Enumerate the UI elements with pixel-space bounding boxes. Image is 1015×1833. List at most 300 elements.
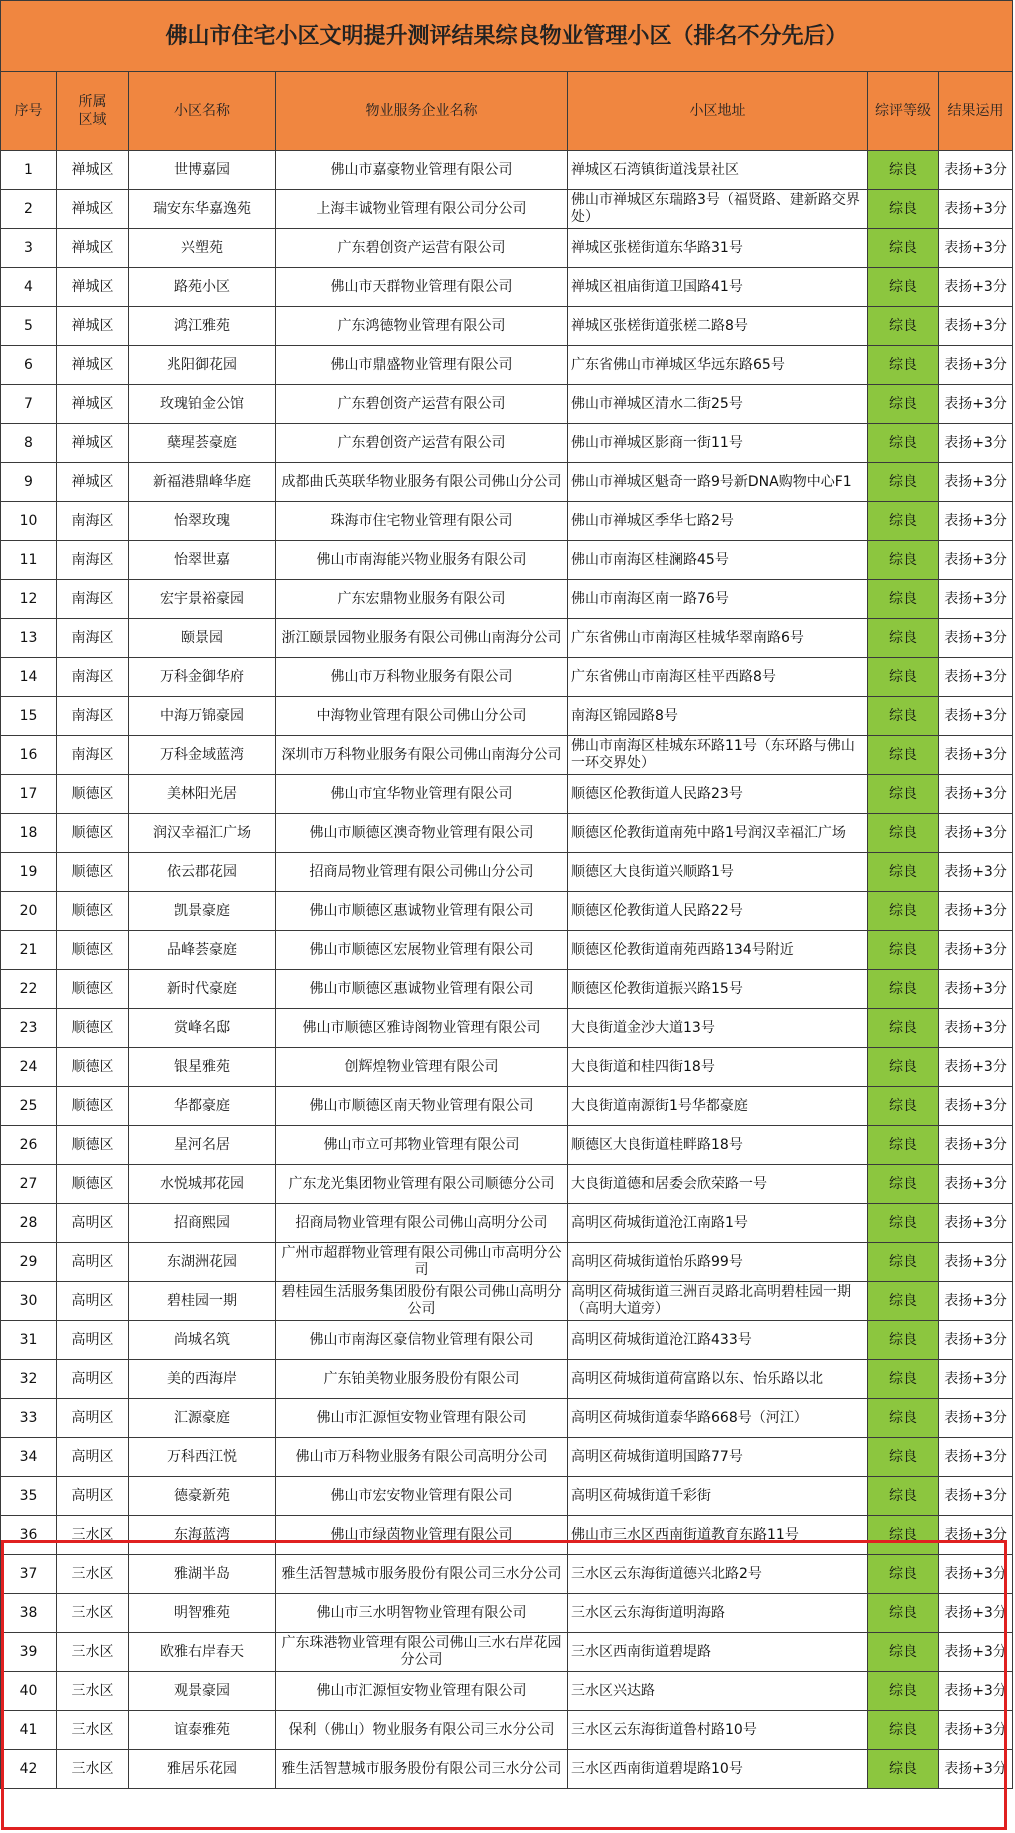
cell-index: 41 — [1, 1711, 57, 1750]
cell-result: 表扬+3分 — [939, 814, 1013, 853]
table-row — [1, 1555, 1013, 1594]
cell-grade: 综良 — [868, 892, 939, 931]
cell-result: 表扬+3分 — [939, 1048, 1013, 1087]
table-row — [1, 814, 1013, 853]
cell-address: 南海区锦园路8号 — [568, 697, 868, 736]
cell-grade: 综良 — [868, 697, 939, 736]
cell-company: 佛山市天群物业管理有限公司 — [276, 268, 568, 307]
table-row — [1, 1633, 1013, 1672]
cell-grade: 综良 — [868, 1438, 939, 1477]
cell-district: 高明区 — [57, 1438, 129, 1477]
cell-index: 16 — [1, 736, 57, 775]
cell-community: 汇源豪庭 — [129, 1399, 276, 1438]
cell-index: 25 — [1, 1087, 57, 1126]
cell-grade: 综良 — [868, 424, 939, 463]
cell-company: 佛山市汇源恒安物业管理有限公司 — [276, 1672, 568, 1711]
cell-community: 蘖瑆荟豪庭 — [129, 424, 276, 463]
table-row — [1, 463, 1013, 502]
table-row — [1, 697, 1013, 736]
cell-index: 5 — [1, 307, 57, 346]
cell-result: 表扬+3分 — [939, 1204, 1013, 1243]
cell-community: 依云郡花园 — [129, 853, 276, 892]
cell-address: 佛山市南海区南一路76号 — [568, 580, 868, 619]
cell-company: 广东铂美物业服务股份有限公司 — [276, 1360, 568, 1399]
cell-index: 30 — [1, 1282, 57, 1321]
cell-grade: 综良 — [868, 1204, 939, 1243]
cell-company: 广东龙光集团物业管理有限公司顺德分公司 — [276, 1165, 568, 1204]
cell-community: 新福港鼎峰华庭 — [129, 463, 276, 502]
cell-result: 表扬+3分 — [939, 1594, 1013, 1633]
cell-index: 34 — [1, 1438, 57, 1477]
cell-result: 表扬+3分 — [939, 463, 1013, 502]
cell-district: 禅城区 — [57, 346, 129, 385]
cell-district: 三水区 — [57, 1594, 129, 1633]
cell-index: 11 — [1, 541, 57, 580]
title-row — [1, 1, 1013, 72]
cell-grade: 综良 — [868, 970, 939, 1009]
cell-community: 明智雅苑 — [129, 1594, 276, 1633]
table-row — [1, 229, 1013, 268]
cell-district: 禅城区 — [57, 307, 129, 346]
cell-community: 宏宇景裕豪园 — [129, 580, 276, 619]
table-row — [1, 931, 1013, 970]
cell-district: 顺德区 — [57, 1009, 129, 1048]
cell-grade: 综良 — [868, 814, 939, 853]
cell-result: 表扬+3分 — [939, 736, 1013, 775]
cell-result: 表扬+3分 — [939, 502, 1013, 541]
cell-grade: 综良 — [868, 580, 939, 619]
cell-address: 顺德区伦教街道人民路23号 — [568, 775, 868, 814]
header-cell-district: 所属 区域 — [57, 72, 129, 151]
cell-district: 高明区 — [57, 1282, 129, 1321]
cell-district: 顺德区 — [57, 775, 129, 814]
cell-index: 29 — [1, 1243, 57, 1282]
cell-index: 33 — [1, 1399, 57, 1438]
cell-grade: 综良 — [868, 1555, 939, 1594]
cell-district: 顺德区 — [57, 892, 129, 931]
cell-district: 禅城区 — [57, 268, 129, 307]
cell-address: 顺德区大良街道兴顺路1号 — [568, 853, 868, 892]
cell-district: 禅城区 — [57, 463, 129, 502]
cell-address: 大良街道和桂四街18号 — [568, 1048, 868, 1087]
cell-community: 尚城名筑 — [129, 1321, 276, 1360]
cell-company: 佛山市顺德区澳奇物业管理有限公司 — [276, 814, 568, 853]
cell-address: 三水区云东海街道明海路 — [568, 1594, 868, 1633]
cell-result: 表扬+3分 — [939, 190, 1013, 229]
cell-district: 南海区 — [57, 697, 129, 736]
cell-community: 水悦城邦花园 — [129, 1165, 276, 1204]
cell-company: 佛山市宏安物业管理有限公司 — [276, 1477, 568, 1516]
cell-community: 路苑小区 — [129, 268, 276, 307]
cell-index: 38 — [1, 1594, 57, 1633]
cell-company: 佛山市南海能兴物业服务有限公司 — [276, 541, 568, 580]
cell-grade: 综良 — [868, 1243, 939, 1282]
cell-district: 顺德区 — [57, 931, 129, 970]
header-cell-community: 小区名称 — [129, 72, 276, 151]
cell-grade: 综良 — [868, 775, 939, 814]
cell-district: 高明区 — [57, 1360, 129, 1399]
cell-index: 28 — [1, 1204, 57, 1243]
cell-grade: 综良 — [868, 346, 939, 385]
cell-index: 7 — [1, 385, 57, 424]
cell-company: 佛山市南海区豪信物业管理有限公司 — [276, 1321, 568, 1360]
cell-grade: 综良 — [868, 385, 939, 424]
cell-result: 表扬+3分 — [939, 1243, 1013, 1282]
cell-community: 世博嘉园 — [129, 151, 276, 190]
cell-company: 珠海市住宅物业管理有限公司 — [276, 502, 568, 541]
cell-company: 佛山市鼎盛物业管理有限公司 — [276, 346, 568, 385]
cell-result: 表扬+3分 — [939, 1165, 1013, 1204]
cell-grade: 综良 — [868, 619, 939, 658]
cell-community: 雅居乐花园 — [129, 1750, 276, 1789]
cell-result: 表扬+3分 — [939, 1399, 1013, 1438]
cell-district: 南海区 — [57, 580, 129, 619]
cell-district: 南海区 — [57, 658, 129, 697]
cell-district: 禅城区 — [57, 424, 129, 463]
table-row — [1, 1009, 1013, 1048]
cell-address: 佛山市禅城区东瑞路3号（福贤路、建新路交界处） — [568, 190, 868, 229]
cell-index: 4 — [1, 268, 57, 307]
table-row — [1, 1087, 1013, 1126]
cell-community: 万科金域蓝湾 — [129, 736, 276, 775]
table-row — [1, 1048, 1013, 1087]
cell-district: 南海区 — [57, 736, 129, 775]
cell-district: 三水区 — [57, 1750, 129, 1789]
cell-address: 大良街道德和居委会欣荣路一号 — [568, 1165, 868, 1204]
cell-grade: 综良 — [868, 190, 939, 229]
cell-address: 禅城区张槎街道东华路31号 — [568, 229, 868, 268]
cell-grade: 综良 — [868, 1516, 939, 1555]
cell-result: 表扬+3分 — [939, 619, 1013, 658]
cell-address: 三水区西南街道碧堤路 — [568, 1633, 868, 1672]
table-row — [1, 1438, 1013, 1477]
table-title: 佛山市住宅小区文明提升测评结果综良物业管理小区（排名不分先后） — [1, 1, 1013, 72]
cell-community: 赏峰名邸 — [129, 1009, 276, 1048]
table-row — [1, 1594, 1013, 1633]
cell-result: 表扬+3分 — [939, 1711, 1013, 1750]
cell-address: 高明区荷城街道泰华路668号（河江） — [568, 1399, 868, 1438]
cell-grade: 综良 — [868, 736, 939, 775]
cell-address: 佛山市禅城区魁奇一路9号新DNA购物中心F1 — [568, 463, 868, 502]
cell-grade: 综良 — [868, 463, 939, 502]
cell-district: 顺德区 — [57, 1165, 129, 1204]
cell-index: 31 — [1, 1321, 57, 1360]
cell-community: 万科金御华府 — [129, 658, 276, 697]
cell-company: 保利（佛山）物业服务有限公司三水分公司 — [276, 1711, 568, 1750]
cell-district: 三水区 — [57, 1672, 129, 1711]
cell-address: 高明区荷城街道怡乐路99号 — [568, 1243, 868, 1282]
table-row — [1, 1711, 1013, 1750]
cell-index: 2 — [1, 190, 57, 229]
cell-grade: 综良 — [868, 1126, 939, 1165]
cell-grade: 综良 — [868, 1360, 939, 1399]
table-row — [1, 424, 1013, 463]
cell-result: 表扬+3分 — [939, 346, 1013, 385]
cell-result: 表扬+3分 — [939, 385, 1013, 424]
cell-result: 表扬+3分 — [939, 853, 1013, 892]
cell-company: 广东碧创资产运营有限公司 — [276, 229, 568, 268]
cell-address: 三水区云东海街道德兴北路2号 — [568, 1555, 868, 1594]
cell-result: 表扬+3分 — [939, 268, 1013, 307]
cell-address: 大良街道南源街1号华都豪庭 — [568, 1087, 868, 1126]
cell-company: 佛山市顺德区惠诚物业管理有限公司 — [276, 970, 568, 1009]
table-row — [1, 190, 1013, 229]
table-row — [1, 1672, 1013, 1711]
cell-community: 谊泰雅苑 — [129, 1711, 276, 1750]
cell-district: 顺德区 — [57, 1087, 129, 1126]
cell-community: 美林阳光居 — [129, 775, 276, 814]
cell-grade: 综良 — [868, 1711, 939, 1750]
cell-index: 21 — [1, 931, 57, 970]
table-row — [1, 892, 1013, 931]
cell-index: 24 — [1, 1048, 57, 1087]
table-row — [1, 970, 1013, 1009]
cell-index: 15 — [1, 697, 57, 736]
cell-address: 高明区荷城街道荷富路以东、怡乐路以北 — [568, 1360, 868, 1399]
cell-community: 兴塑苑 — [129, 229, 276, 268]
cell-company: 佛山市万科物业服务有限公司 — [276, 658, 568, 697]
cell-index: 17 — [1, 775, 57, 814]
cell-grade: 综良 — [868, 1282, 939, 1321]
cell-company: 浙江颐景园物业服务有限公司佛山南海分公司 — [276, 619, 568, 658]
cell-district: 三水区 — [57, 1555, 129, 1594]
table-row — [1, 1126, 1013, 1165]
table-row — [1, 1360, 1013, 1399]
cell-community: 兆阳御花园 — [129, 346, 276, 385]
cell-grade: 综良 — [868, 1321, 939, 1360]
table-row — [1, 1750, 1013, 1789]
cell-community: 德豪新苑 — [129, 1477, 276, 1516]
cell-address: 顺德区伦教街道振兴路15号 — [568, 970, 868, 1009]
header-cell-address: 小区地址 — [568, 72, 868, 151]
cell-community: 瑞安东华嘉逸苑 — [129, 190, 276, 229]
table-row — [1, 580, 1013, 619]
table-row — [1, 1516, 1013, 1555]
cell-district: 顺德区 — [57, 1048, 129, 1087]
cell-district: 三水区 — [57, 1633, 129, 1672]
cell-grade: 综良 — [868, 853, 939, 892]
cell-address: 佛山市南海区桂城东环路11号（东环路与佛山一环交界处） — [568, 736, 868, 775]
cell-district: 顺德区 — [57, 1126, 129, 1165]
table-row — [1, 1243, 1013, 1282]
cell-address: 佛山市三水区西南街道教育东路11号 — [568, 1516, 868, 1555]
cell-result: 表扬+3分 — [939, 307, 1013, 346]
cell-address: 禅城区石湾镇街道浅景社区 — [568, 151, 868, 190]
cell-community: 玫瑰铂金公馆 — [129, 385, 276, 424]
cell-grade: 综良 — [868, 1594, 939, 1633]
cell-company: 中海物业管理有限公司佛山分公司 — [276, 697, 568, 736]
cell-index: 12 — [1, 580, 57, 619]
cell-district: 高明区 — [57, 1204, 129, 1243]
table-row — [1, 502, 1013, 541]
cell-index: 19 — [1, 853, 57, 892]
table-row — [1, 1165, 1013, 1204]
header-row — [1, 72, 1013, 151]
cell-grade: 综良 — [868, 1009, 939, 1048]
table-row — [1, 1282, 1013, 1321]
cell-result: 表扬+3分 — [939, 1750, 1013, 1789]
cell-result: 表扬+3分 — [939, 1009, 1013, 1048]
cell-district: 高明区 — [57, 1477, 129, 1516]
header-cell-company: 物业服务企业名称 — [276, 72, 568, 151]
cell-company: 佛山市宜华物业管理有限公司 — [276, 775, 568, 814]
cell-grade: 综良 — [868, 1087, 939, 1126]
cell-district: 顺德区 — [57, 853, 129, 892]
cell-index: 22 — [1, 970, 57, 1009]
cell-result: 表扬+3分 — [939, 1672, 1013, 1711]
cell-district: 高明区 — [57, 1399, 129, 1438]
cell-result: 表扬+3分 — [939, 970, 1013, 1009]
cell-community: 鸿江雅苑 — [129, 307, 276, 346]
header-cell-index: 序号 — [1, 72, 57, 151]
cell-result: 表扬+3分 — [939, 775, 1013, 814]
cell-grade: 综良 — [868, 307, 939, 346]
cell-company: 佛山市万科物业服务有限公司高明分公司 — [276, 1438, 568, 1477]
cell-company: 佛山市绿茵物业管理有限公司 — [276, 1516, 568, 1555]
cell-community: 凯景豪庭 — [129, 892, 276, 931]
cell-community: 中海万锦豪园 — [129, 697, 276, 736]
cell-index: 42 — [1, 1750, 57, 1789]
cell-company: 佛山市汇源恒安物业管理有限公司 — [276, 1399, 568, 1438]
cell-community: 雅湖半岛 — [129, 1555, 276, 1594]
cell-address: 顺德区大良街道桂畔路18号 — [568, 1126, 868, 1165]
cell-grade: 综良 — [868, 268, 939, 307]
cell-grade: 综良 — [868, 931, 939, 970]
table-row — [1, 1477, 1013, 1516]
cell-community: 东海蓝湾 — [129, 1516, 276, 1555]
cell-result: 表扬+3分 — [939, 541, 1013, 580]
cell-index: 36 — [1, 1516, 57, 1555]
cell-company: 深圳市万科物业服务有限公司佛山南海分公司 — [276, 736, 568, 775]
cell-company: 广东宏鼎物业服务有限公司 — [276, 580, 568, 619]
cell-company: 广东珠港物业管理有限公司佛山三水右岸花园分公司 — [276, 1633, 568, 1672]
cell-company: 创辉煌物业管理有限公司 — [276, 1048, 568, 1087]
cell-address: 禅城区祖庙街道卫国路41号 — [568, 268, 868, 307]
cell-index: 3 — [1, 229, 57, 268]
table-row — [1, 151, 1013, 190]
cell-company: 佛山市嘉豪物业管理有限公司 — [276, 151, 568, 190]
cell-company: 碧桂园生活服务集团股份有限公司佛山高明分公司 — [276, 1282, 568, 1321]
table-row — [1, 775, 1013, 814]
cell-company: 成都曲氏英联华物业服务有限公司佛山分公司 — [276, 463, 568, 502]
header-cell-result: 结果运用 — [939, 72, 1013, 151]
cell-result: 表扬+3分 — [939, 229, 1013, 268]
cell-district: 禅城区 — [57, 190, 129, 229]
cell-company: 佛山市顺德区宏展物业管理有限公司 — [276, 931, 568, 970]
cell-company: 招商局物业管理有限公司佛山高明分公司 — [276, 1204, 568, 1243]
cell-result: 表扬+3分 — [939, 424, 1013, 463]
cell-grade: 综良 — [868, 1633, 939, 1672]
cell-index: 23 — [1, 1009, 57, 1048]
cell-address: 广东省佛山市禅城区华远东路65号 — [568, 346, 868, 385]
cell-company: 雅生活智慧城市服务股份有限公司三水分公司 — [276, 1750, 568, 1789]
table-row — [1, 268, 1013, 307]
cell-result: 表扬+3分 — [939, 151, 1013, 190]
cell-index: 14 — [1, 658, 57, 697]
cell-community: 碧桂园一期 — [129, 1282, 276, 1321]
cell-index: 40 — [1, 1672, 57, 1711]
cell-community: 华都豪庭 — [129, 1087, 276, 1126]
cell-address: 高明区荷城街道千彩街 — [568, 1477, 868, 1516]
cell-address: 大良街道金沙大道13号 — [568, 1009, 868, 1048]
cell-result: 表扬+3分 — [939, 931, 1013, 970]
cell-grade: 综良 — [868, 229, 939, 268]
cell-community: 欧雅右岸春天 — [129, 1633, 276, 1672]
cell-district: 顺德区 — [57, 970, 129, 1009]
cell-district: 高明区 — [57, 1321, 129, 1360]
cell-grade: 综良 — [868, 658, 939, 697]
cell-result: 表扬+3分 — [939, 580, 1013, 619]
table-row — [1, 1399, 1013, 1438]
cell-address: 三水区云东海街道鲁村路10号 — [568, 1711, 868, 1750]
cell-address: 高明区荷城街道三洲百灵路北高明碧桂园一期（高明大道旁） — [568, 1282, 868, 1321]
table-row — [1, 346, 1013, 385]
cell-company: 佛山市顺德区南天物业管理有限公司 — [276, 1087, 568, 1126]
cell-grade: 综良 — [868, 1477, 939, 1516]
table-row — [1, 736, 1013, 775]
cell-address: 顺德区伦教街道南苑西路134号附近 — [568, 931, 868, 970]
cell-address: 高明区荷城街道沧江路433号 — [568, 1321, 868, 1360]
cell-index: 39 — [1, 1633, 57, 1672]
header-cell-grade: 综评等级 — [868, 72, 939, 151]
cell-company: 佛山市立可邦物业管理有限公司 — [276, 1126, 568, 1165]
cell-grade: 综良 — [868, 1048, 939, 1087]
cell-district: 南海区 — [57, 619, 129, 658]
table-row — [1, 1204, 1013, 1243]
cell-community: 怡翠世嘉 — [129, 541, 276, 580]
cell-community: 品峰荟豪庭 — [129, 931, 276, 970]
cell-index: 1 — [1, 151, 57, 190]
table-row — [1, 853, 1013, 892]
cell-result: 表扬+3分 — [939, 1633, 1013, 1672]
cell-company: 佛山市顺德区惠诚物业管理有限公司 — [276, 892, 568, 931]
cell-index: 6 — [1, 346, 57, 385]
cell-community: 观景豪园 — [129, 1672, 276, 1711]
cell-index: 10 — [1, 502, 57, 541]
cell-community: 星河名居 — [129, 1126, 276, 1165]
table-row — [1, 619, 1013, 658]
cell-address: 广东省佛山市南海区桂平西路8号 — [568, 658, 868, 697]
cell-result: 表扬+3分 — [939, 1477, 1013, 1516]
cell-index: 32 — [1, 1360, 57, 1399]
cell-address: 佛山市禅城区季华七路2号 — [568, 502, 868, 541]
cell-district: 三水区 — [57, 1711, 129, 1750]
cell-company: 广东碧创资产运营有限公司 — [276, 385, 568, 424]
cell-company: 佛山市顺德区雅诗阁物业管理有限公司 — [276, 1009, 568, 1048]
cell-address: 佛山市禅城区清水二街25号 — [568, 385, 868, 424]
cell-district: 高明区 — [57, 1243, 129, 1282]
cell-community: 润汉幸福汇广场 — [129, 814, 276, 853]
cell-company: 广东碧创资产运营有限公司 — [276, 424, 568, 463]
cell-result: 表扬+3分 — [939, 1321, 1013, 1360]
cell-result: 表扬+3分 — [939, 892, 1013, 931]
cell-index: 18 — [1, 814, 57, 853]
cell-community: 新时代豪庭 — [129, 970, 276, 1009]
cell-community: 东湖洲花园 — [129, 1243, 276, 1282]
cell-community: 银星雅苑 — [129, 1048, 276, 1087]
table-row — [1, 385, 1013, 424]
cell-address: 高明区荷城街道沧江南路1号 — [568, 1204, 868, 1243]
cell-grade: 综良 — [868, 541, 939, 580]
cell-community: 怡翠玫瑰 — [129, 502, 276, 541]
cell-grade: 综良 — [868, 1165, 939, 1204]
cell-result: 表扬+3分 — [939, 1282, 1013, 1321]
cell-grade: 综良 — [868, 1750, 939, 1789]
cell-company: 招商局物业管理有限公司佛山分公司 — [276, 853, 568, 892]
cell-district: 禅城区 — [57, 151, 129, 190]
cell-address: 广东省佛山市南海区桂城华翠南路6号 — [568, 619, 868, 658]
cell-address: 佛山市南海区桂澜路45号 — [568, 541, 868, 580]
